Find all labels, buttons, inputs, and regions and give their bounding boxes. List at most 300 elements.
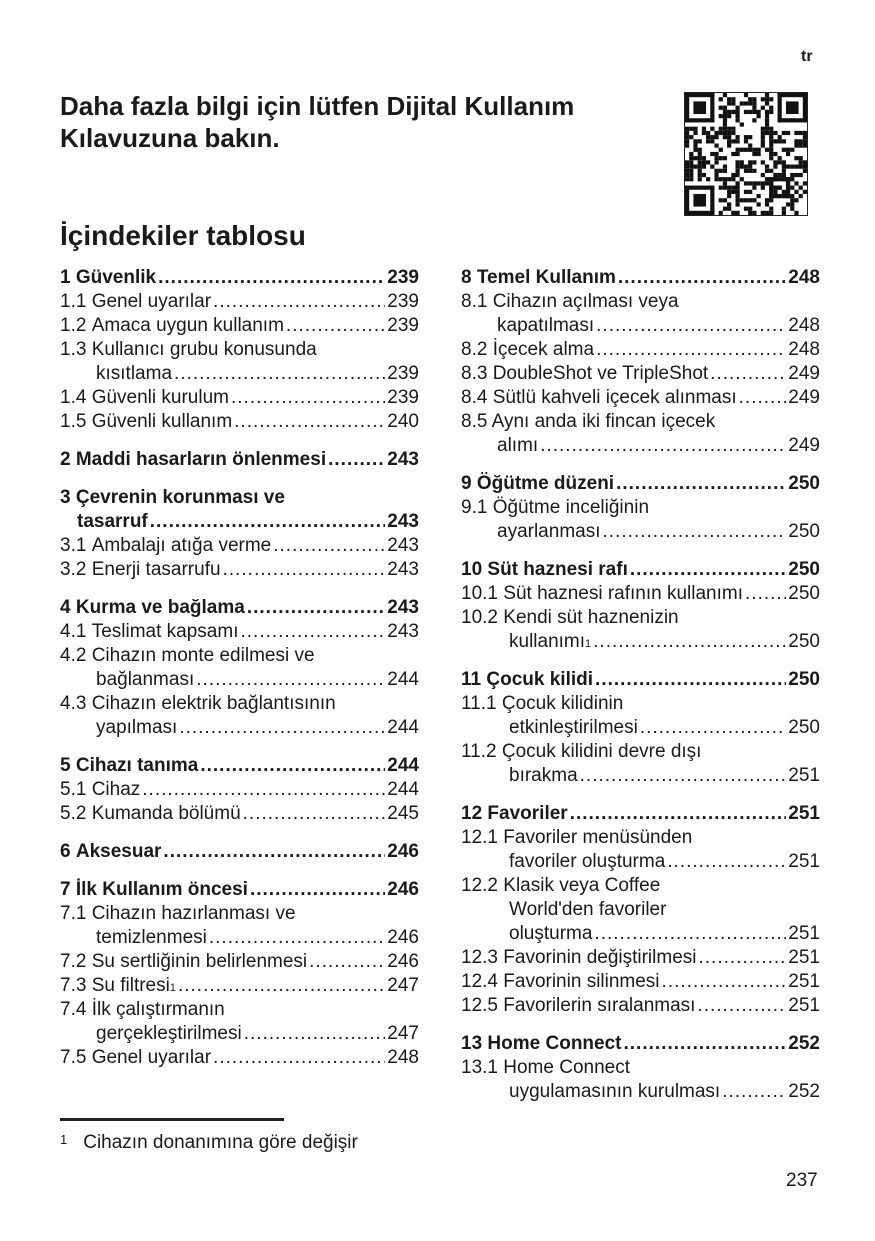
toc-subsection[interactable]: [60, 620, 419, 644]
toc-entry-number: 7.5: [60, 1047, 92, 1068]
toc-entry-label: kapatılması: [497, 315, 595, 336]
toc-entry-label-part: Favoriler menüsünden: [503, 827, 693, 848]
toc-entry-label-part: Kendi süt haznenizin: [503, 607, 679, 628]
toc-section[interactable]: [461, 1032, 820, 1056]
toc-leader-dots: [739, 386, 787, 410]
toc-leader-dots: [231, 386, 385, 410]
toc-entry-line: [60, 692, 419, 716]
toc-entry-row: [60, 448, 419, 472]
toc-entry-number: 4.1: [60, 621, 92, 642]
toc-section[interactable]: [60, 754, 419, 778]
toc-subsection[interactable]: [60, 314, 419, 338]
toc-leader-dots: [243, 802, 386, 826]
toc-entry-label: uygulamasının kurulması: [509, 1081, 721, 1102]
headline-line-2: Kılavuzuna bakın.: [60, 123, 280, 153]
toc-page-number: 239: [387, 291, 419, 312]
toc-entry-number: 1.5: [60, 411, 92, 432]
toc-leader-dots: [163, 840, 385, 864]
toc-entry-row: [461, 314, 820, 338]
toc-leader-dots: [616, 472, 786, 496]
toc-entry-number: 10.2: [461, 607, 504, 628]
toc-section[interactable]: [461, 668, 820, 692]
toc-entry-row: [60, 290, 419, 314]
footnote-text: Cihazın donanımına göre değişir: [83, 1132, 358, 1153]
toc-entry-line: World'den favoriler: [509, 899, 667, 920]
toc-entry-label-part: Cihazın monte edilmesi ve: [91, 645, 315, 666]
toc-entry-row: [60, 668, 419, 692]
toc-entry-label: ayarlanması: [497, 521, 601, 542]
toc-entry-number: 7.2: [60, 951, 92, 972]
toc-leader-dots: [196, 668, 385, 692]
toc-page-number: 243: [387, 449, 419, 470]
toc-entry-row: 7.3 Su filtresi 1 ..... 247: [60, 974, 419, 998]
toc-subsection[interactable]: [60, 644, 419, 692]
toc-page-number: 243: [387, 597, 419, 618]
toc-leader-dots: [273, 534, 385, 558]
toc-subsection[interactable]: [461, 582, 820, 606]
toc-entry-number: 12.5: [461, 995, 504, 1016]
toc-page-number: 244: [387, 779, 419, 800]
toc-entry-number: 13.1: [461, 1057, 504, 1078]
toc-entry-number: 9.1: [461, 497, 493, 518]
toc-entry-row: [461, 970, 820, 994]
toc-page-number: 239: [387, 315, 419, 336]
toc-page-number: 251: [788, 947, 820, 968]
toc-page-number: 248: [788, 339, 820, 360]
toc-entry-number: 11.2: [461, 741, 502, 762]
toc-entry-label-part: Kullanıcı grubu konusunda: [91, 339, 317, 360]
toc-entry-row: [60, 778, 419, 802]
toc-page-number: 250: [788, 669, 820, 690]
toc-page-number: 245: [387, 803, 419, 824]
toc-entry-row: [60, 716, 419, 740]
toc-page-number: 249: [788, 363, 820, 384]
toc-entry-number: 8.4: [461, 387, 493, 408]
toc-entry-label: Cihazı tanıma: [75, 755, 199, 776]
toc-entry-label: Favoriler: [487, 803, 568, 824]
toc-entry-number: 8.2: [461, 339, 493, 360]
toc-leader-dots: [200, 754, 385, 778]
toc-subsection[interactable]: [60, 998, 419, 1046]
toc-entry-row: [461, 582, 820, 606]
toc-leader-dots: [213, 1046, 385, 1070]
toc-entry-row: [60, 596, 419, 620]
toc-section[interactable]: [461, 802, 820, 826]
footnote: [60, 1132, 358, 1154]
toc-entry-number: 1: [60, 267, 76, 288]
toc-subsection[interactable]: [60, 558, 419, 582]
toc-entry-row: [461, 922, 820, 946]
toc-page-number: 252: [788, 1081, 820, 1102]
toc-leader-dots: [596, 338, 786, 362]
toc-page-number: 251: [788, 803, 820, 824]
toc-entry-row: [60, 1022, 419, 1046]
toc-page-number: 246: [387, 841, 419, 862]
toc-entry-label: bağlanması: [96, 669, 195, 690]
page-headline: [60, 90, 660, 154]
toc-entry-number: 4: [60, 597, 76, 618]
qr-code-icon[interactable]: [684, 92, 808, 216]
toc-subsection[interactable]: [461, 826, 820, 874]
toc-page-number: 244: [387, 755, 419, 776]
toc-entry-label: Kurma ve bağlama: [75, 597, 245, 618]
toc-entry-row: [461, 994, 820, 1018]
toc-entry-label: kullanımı: [509, 631, 586, 652]
toc-subsection[interactable]: [461, 410, 820, 458]
toc-leader-dots: [697, 994, 786, 1018]
toc-entry-row: [60, 878, 419, 902]
toc-entry-label: Çocuk kilidi: [486, 669, 594, 690]
toc-entry-line: [461, 290, 820, 314]
toc-leader-dots: [699, 946, 787, 970]
toc-subsection[interactable]: [60, 534, 419, 558]
toc-entry-row: [60, 410, 419, 434]
toc-entry-row: [461, 434, 820, 458]
toc-entry-row: [60, 926, 419, 950]
toc-entry-number: 3.1: [60, 535, 92, 556]
toc-entry-row: [461, 668, 820, 692]
toc-entry-number: 1.3: [60, 339, 92, 360]
toc-entry-label: bırakma: [509, 765, 578, 786]
toc-page-number: 247: [387, 1023, 419, 1044]
toc-section[interactable]: [60, 596, 419, 620]
toc-entry-number: 11.1: [461, 693, 502, 714]
toc-entry-row: [60, 1046, 419, 1070]
toc-subsection[interactable]: [60, 692, 419, 740]
toc-subsection[interactable]: [60, 950, 419, 974]
toc-entry-number: 2: [60, 449, 76, 470]
toc-entry-line: [60, 338, 419, 362]
toc-page-number: 244: [387, 669, 419, 690]
toc-page-number: 250: [788, 521, 820, 542]
toc-left-column: [60, 266, 419, 1070]
toc-leader-dots: [603, 520, 787, 544]
toc-leader-dots: [178, 974, 385, 998]
toc-entry-label-part: Cihazın açılması veya: [492, 291, 679, 312]
toc-section[interactable]: [60, 486, 419, 534]
toc-page-number: 243: [387, 535, 419, 556]
toc-subsection[interactable]: [461, 362, 820, 386]
toc-page-number: 250: [788, 583, 820, 604]
toc-subsection[interactable]: [461, 946, 820, 970]
toc-page-number: 248: [788, 315, 820, 336]
toc-entry-label: Aksesuar: [75, 841, 162, 862]
toc-entry-label: Süt haznesi rafı: [487, 559, 628, 580]
toc-entry-number: 5: [60, 755, 76, 776]
toc-page-number: 243: [387, 511, 419, 532]
toc-page-number: 246: [387, 927, 419, 948]
toc-entry-label-part: Klasik veya Coffee: [503, 875, 661, 896]
toc-section[interactable]: [60, 878, 419, 902]
toc-entry-number: 8.3: [461, 363, 493, 384]
toc-entry-number: 1.1: [60, 291, 92, 312]
toc-entry-line: [60, 902, 419, 926]
toc-entry-label: Amaca uygun kullanım: [91, 315, 284, 336]
toc-entry-row: [60, 620, 419, 644]
language-code: tr: [801, 48, 813, 65]
toc-entry-row: [461, 558, 820, 582]
toc-page-number: 239: [387, 387, 419, 408]
toc-page-number: 248: [387, 1047, 419, 1068]
toc-entry-label: Genel uyarılar: [91, 1047, 212, 1068]
toc-entry-number: 8.1: [461, 291, 493, 312]
toc-leader-dots: [158, 266, 385, 290]
footnote-mark: 1: [60, 1132, 68, 1147]
toc-leader-dots: [247, 596, 385, 620]
toc-leader-dots: [745, 582, 786, 606]
toc-entry-number: 7.1: [60, 903, 92, 924]
toc-leader-dots: [630, 558, 786, 582]
toc-section[interactable]: [60, 266, 419, 290]
toc-leader-dots: [150, 510, 386, 534]
toc-entry-number: 11: [461, 669, 487, 690]
toc-leader-dots: [286, 314, 385, 338]
toc-page-number: 247: [387, 975, 419, 996]
toc-entry-number: 1.2: [60, 315, 92, 336]
toc-entry-label: Su filtresi: [91, 975, 170, 996]
toc-entry-number: 8.5: [461, 411, 492, 432]
toc-entry-line: [461, 606, 820, 630]
toc-entry-row: [461, 266, 820, 290]
toc-entry-row: [461, 716, 820, 740]
toc-right-column: [461, 266, 820, 1104]
toc-entry-number: 4.2: [60, 645, 92, 666]
toc-entry-line: [461, 740, 820, 764]
toc-entry-label-part: Cihazın elektrik bağlantısının: [91, 693, 336, 714]
toc-subsection[interactable]: [461, 994, 820, 1018]
toc-title: İçindekiler tablosu: [60, 220, 306, 251]
toc-entry-line: [60, 644, 419, 668]
toc-entry-label: Süt haznesi rafının kullanımı: [503, 583, 744, 604]
toc-entry-row: [461, 850, 820, 874]
toc-entry-number: 5.1: [60, 779, 92, 800]
toc-subsection[interactable]: [461, 496, 820, 544]
toc-entry-label: etkinleştirilmesi: [509, 717, 638, 738]
toc-entry-number: 5.2: [60, 803, 92, 824]
toc-subsection[interactable]: [60, 410, 419, 434]
toc-subsection[interactable]: [60, 778, 419, 802]
toc-page-number: 251: [788, 995, 820, 1016]
toc-leader-dots: [309, 950, 385, 974]
toc-entry-line: [461, 410, 820, 434]
toc-subsection[interactable]: [461, 1056, 820, 1104]
toc-page-number: 243: [387, 559, 419, 580]
toc-subsection[interactable]: [60, 1046, 419, 1070]
toc-entry-label: kısıtlama: [96, 363, 173, 384]
toc-entry-number: 12: [461, 803, 488, 824]
toc-entry-row: [461, 472, 820, 496]
toc-leader-dots: [722, 1080, 786, 1104]
toc-entry-label: Güvenlik: [75, 267, 157, 288]
toc-entry-label: yapılması: [96, 717, 178, 738]
toc-subsection[interactable]: [461, 338, 820, 362]
toc-entry-row: [461, 946, 820, 970]
toc-entry-row: [461, 520, 820, 544]
toc-page-number: 251: [788, 851, 820, 872]
toc-entry-label-part: Home Connect: [503, 1057, 630, 1078]
toc-page-number: 249: [788, 387, 820, 408]
toc-entry-row: [461, 386, 820, 410]
toc-leader-dots: [209, 926, 385, 950]
toc-entry-label: İlk Kullanım öncesi: [75, 879, 248, 900]
toc-entry-row: [60, 840, 419, 864]
toc-subsection[interactable]: [60, 386, 419, 410]
toc-entry-row: [461, 802, 820, 826]
toc-leader-dots: [540, 434, 786, 458]
toc-leader-dots: [223, 558, 386, 582]
toc-entry-label: DoubleShot ve TripleShot: [492, 363, 709, 384]
toc-entry-row: [60, 510, 419, 534]
toc-entry-label: Favorinin silinmesi: [503, 971, 660, 992]
toc-page-number: 251: [788, 765, 820, 786]
toc-leader-dots: [179, 716, 385, 740]
toc-page-number: 251: [788, 923, 820, 944]
toc-page-number: 250: [788, 631, 820, 652]
toc-entry-number: 3: [60, 487, 76, 508]
toc-entry-number: 7.4: [60, 999, 92, 1020]
toc-entry-number: 13: [461, 1033, 488, 1054]
toc-page-number: 250: [788, 559, 820, 580]
toc-section[interactable]: [461, 472, 820, 496]
toc-entry-number: 12.2: [461, 875, 504, 896]
toc-leader-dots: [618, 266, 786, 290]
toc-page-number: 249: [788, 435, 820, 456]
toc-entry-number: 7: [60, 879, 76, 900]
toc-entry-label-part: Çocuk kilidinin: [501, 693, 624, 714]
toc-entry-row: [60, 362, 419, 386]
toc-page-number: 239: [387, 363, 419, 384]
qr-code-graphic: [685, 93, 807, 215]
toc-entry-number: 12.4: [461, 971, 504, 992]
toc-entry-number: 12.1: [461, 827, 504, 848]
toc-leader-dots: [174, 362, 385, 386]
toc-subsection[interactable]: [60, 974, 419, 998]
toc-subsection[interactable]: [461, 740, 820, 788]
toc-entry-number: 10.1: [461, 583, 504, 604]
toc-entry-label: favoriler oluşturma: [509, 851, 666, 872]
toc-entry-label: Güvenli kullanım: [91, 411, 233, 432]
toc-section[interactable]: [461, 266, 820, 290]
toc-entry-number: 4.3: [60, 693, 92, 714]
footnote-divider: [60, 1118, 284, 1121]
toc-entry-row: [60, 754, 419, 778]
toc-entry-line: [461, 692, 820, 716]
toc-leader-dots: [594, 922, 786, 946]
toc-entry-label: Teslimat kapsamı: [91, 621, 239, 642]
toc-entry-row: [60, 534, 419, 558]
toc-page-number: 252: [788, 1033, 820, 1054]
toc-entry-label-part: Aynı anda iki fincan içecek: [491, 411, 716, 432]
toc-subsection[interactable]: [461, 692, 820, 740]
toc-leader-dots: [240, 620, 385, 644]
toc-leader-dots: [710, 362, 786, 386]
toc-entry-row: [461, 338, 820, 362]
toc-entry-label: Home Connect: [487, 1033, 622, 1054]
toc-entry-line: [461, 496, 820, 520]
toc-page-number: 248: [788, 267, 820, 288]
toc-entry-number: 12.3: [461, 947, 504, 968]
toc-entry-label: Genel uyarılar: [91, 291, 212, 312]
toc-page-number: 244: [387, 717, 419, 738]
toc-subsection[interactable]: [60, 802, 419, 826]
toc-entry-row: [461, 764, 820, 788]
toc-entry-line: [60, 486, 419, 510]
toc-leader-dots: [667, 850, 786, 874]
toc-entry-label: oluşturma: [509, 923, 593, 944]
toc-entry-line: [461, 826, 820, 850]
toc-leader-dots: [596, 314, 786, 338]
toc-entry-label: Öğütme düzeni: [476, 473, 615, 494]
toc-page-number: 240: [387, 411, 419, 432]
toc-subsection[interactable]: [60, 338, 419, 386]
toc-leader-dots: [244, 1022, 386, 1046]
toc-entry-label-part: Çevrenin korunması ve: [75, 487, 285, 508]
toc-leader-dots: [595, 668, 786, 692]
toc-entry-number: 7.3: [60, 975, 92, 996]
toc-entry-row: [60, 802, 419, 826]
toc-subsection[interactable]: [60, 290, 419, 314]
toc-entry-number: 8: [461, 267, 477, 288]
toc-leader-dots: [250, 878, 385, 902]
toc-entry-row: [60, 558, 419, 582]
toc-page-number: 246: [387, 951, 419, 972]
toc-entry-label: alımı: [497, 435, 539, 456]
toc-entry-row: [461, 1080, 820, 1104]
toc-page-number: 250: [788, 473, 820, 494]
toc-entry-number: 6: [60, 841, 76, 862]
toc-entry-number: 3.2: [60, 559, 92, 580]
toc-entry-line: [461, 874, 820, 898]
page-number: 237: [786, 1170, 818, 1191]
toc-subsection[interactable]: [461, 606, 820, 654]
toc-page-number: 250: [788, 717, 820, 738]
toc-entry-label: tasarruf: [77, 511, 148, 532]
toc-leader-dots: [593, 630, 786, 654]
toc-leader-dots: [213, 290, 385, 314]
toc-entry-line: [461, 1056, 820, 1080]
toc-entry-label: Güvenli kurulum: [91, 387, 229, 408]
toc-section[interactable]: [461, 558, 820, 582]
toc-entry-label: Favorinin değiştirilmesi: [503, 947, 697, 968]
toc-entry-label: Enerji tasarrufu: [91, 559, 221, 580]
toc-leader-dots: [234, 410, 385, 434]
toc-entry-row: [60, 266, 419, 290]
toc-entry-label: Temel Kullanım: [476, 267, 616, 288]
toc-section[interactable]: [60, 448, 419, 472]
toc-subsection[interactable]: [461, 386, 820, 410]
toc-entry-label: temizlenmesi: [96, 927, 207, 948]
toc-entry-label: Maddi hasarların önlenmesi: [75, 449, 327, 470]
toc-entry-label-part: Cihazın hazırlanması ve: [91, 903, 296, 924]
toc-subsection[interactable]: [461, 970, 820, 994]
toc-entry-row: [60, 386, 419, 410]
toc-entry-label: Kumanda bölümü: [91, 803, 241, 824]
toc-entry-row: [60, 314, 419, 338]
toc-entry-row: [60, 950, 419, 974]
toc-entry-label: Ambalajı atığa verme: [91, 535, 272, 556]
toc-entry-row: [461, 1032, 820, 1056]
toc-leader-dots: [662, 970, 787, 994]
toc-entry-line: [60, 998, 419, 1022]
toc-subsection[interactable]: [461, 874, 820, 946]
toc-subsection[interactable]: [60, 902, 419, 950]
toc-leader-dots: [328, 448, 385, 472]
toc-entry-label-part: Öğütme inceliğinin: [492, 497, 650, 518]
toc-section[interactable]: [60, 840, 419, 864]
toc-entry-row: kullanımı 1 ..... 250: [461, 630, 820, 654]
toc-entry-number: 10: [461, 559, 488, 580]
toc-subsection[interactable]: [461, 290, 820, 338]
